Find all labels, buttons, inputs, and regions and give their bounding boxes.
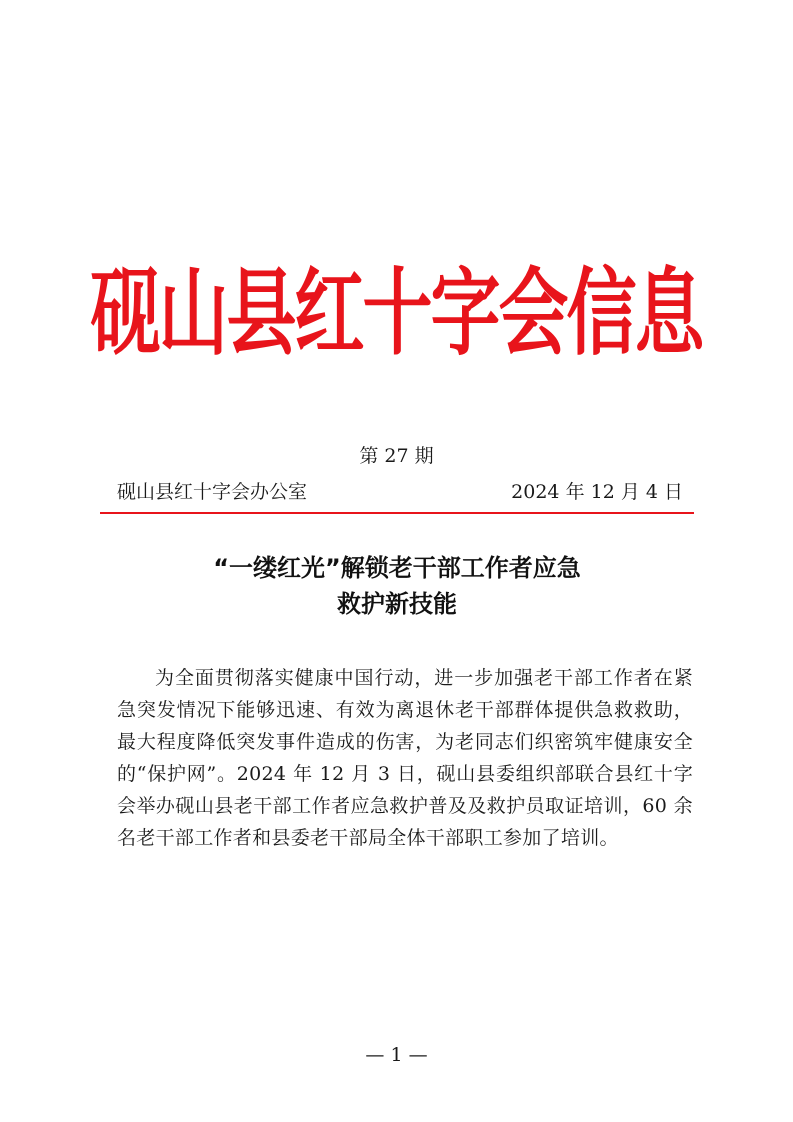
article-headline	[100, 550, 694, 622]
headline-line-1: “一缕红光”解锁老干部工作者应急	[213, 554, 581, 582]
masthead-title: 砚山县红十字会信息	[90, 256, 703, 369]
headline-line-2: 救护新技能	[337, 590, 457, 618]
issuer-date-row	[117, 479, 683, 505]
red-divider-line	[100, 512, 694, 514]
issuer-office: 砚山县红十字会办公室	[117, 481, 308, 503]
page-number: — 1 —	[365, 1044, 428, 1066]
article-body-paragraph: 为全面贯彻落实健康中国行动，进一步加强老干部工作者在紧急突发情况下能够迅速、有效为离退休老干部群体提供急救救助，最大程度降低突发事件造成的伤害，为老同志们织密筑牢健康安全的“保护网”。2024 年 12 月 3 日，砚山县委组织部联合县红十字会举办砚山县老干部工作者应急救护普及及救护员取证培训，60 余名老干部工作者和县委老干部局全体干部职工参加了培训。	[117, 667, 693, 849]
issue-date: 2024 年 12 月 4 日	[511, 481, 683, 503]
issue-number: 第 27 期	[359, 445, 434, 467]
